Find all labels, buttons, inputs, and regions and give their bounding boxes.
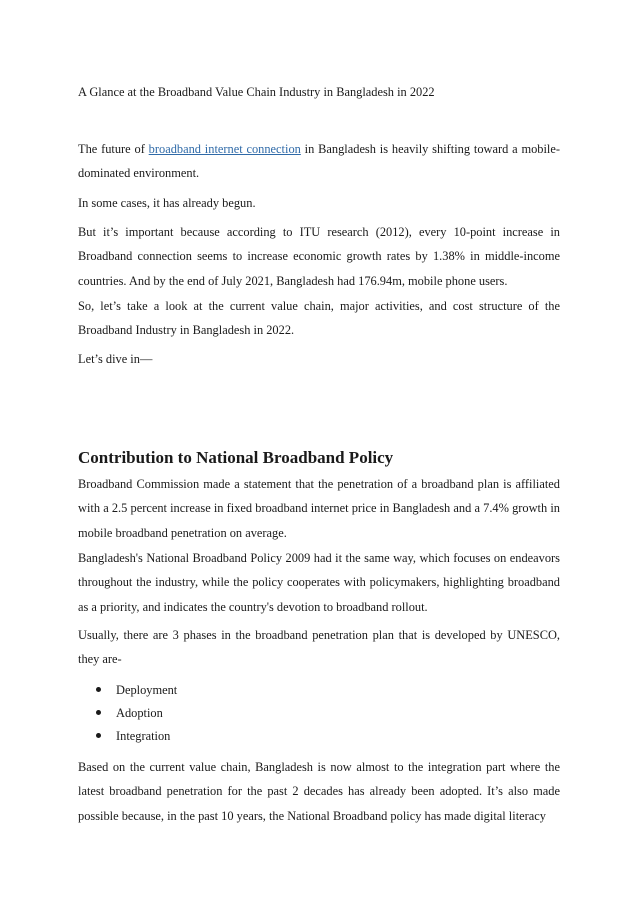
intro-paragraph-5: Let’s dive in— — [78, 352, 153, 366]
section-paragraph-3: Usually, there are 3 phases in the broadband penetration plan that is developed by UNESCO, they are- — [78, 628, 560, 667]
intro-paragraph-4: So, let’s take a look at the current value chain, major activities, and cost structure of the Broadband Industry in Bangladesh in 2022. — [78, 299, 560, 338]
intro-p1-text-before: The future of — [78, 142, 149, 156]
phase-bullet-list — [96, 680, 177, 749]
bullet-icon — [96, 733, 101, 738]
intro-paragraph-1 — [78, 137, 560, 186]
bullet-item — [96, 703, 177, 726]
bullet-icon — [96, 687, 101, 692]
bullet-text: Adoption — [116, 706, 163, 720]
section-paragraph-1: Broadband Commission made a statement that the penetration of a broadband plan is affiliated with a 2.5 percent increase in fixed broadband internet price in Bangladesh and a 7.4% growth in mobile broadband penetration on average. — [78, 477, 560, 540]
intro-p1-text-after: in Bangladesh is heavily shifting toward a mobile-dominated environment. — [78, 142, 560, 181]
section-heading: Contribution to National Broadband Policy — [78, 448, 394, 467]
bullet-text: Integration — [116, 729, 171, 743]
bullet-text: Deployment — [116, 683, 178, 697]
intro-paragraph-3: But it’s important because according to ITU research (2012), every 10-point increase in Broadband connection seems to increase economic growth rates by 1.38% in middle-income countries. And by the end of July 2021, Bangladesh had 176.94m, mobile phone users. — [78, 225, 560, 288]
section-paragraph-2: Bangladesh's National Broadband Policy 2009 had it the same way, which focuses on endeavors throughout the industry, while the policy cooperates with policymakers, highlighting broadband as a priority, and indicates the country's devotion to broadband rollout. — [78, 551, 560, 614]
bullet-item — [96, 680, 177, 703]
intro-paragraph-2: In some cases, it has already begun. — [78, 196, 256, 210]
document-title: A Glance at the Broadband Value Chain Industry in Bangladesh in 2022 — [78, 85, 435, 99]
broadband-internet-link[interactable]: broadband internet connection — [148, 142, 301, 156]
bullet-item — [96, 726, 177, 749]
bullet-icon — [96, 710, 101, 715]
section-paragraph-4: Based on the current value chain, Bangladesh is now almost to the integration part where the latest broadband penetration for the past 2 decades has already been adopted. It’s also made possible because, in the past 10 years, the National Broadband policy has made digital literacy — [78, 760, 560, 823]
